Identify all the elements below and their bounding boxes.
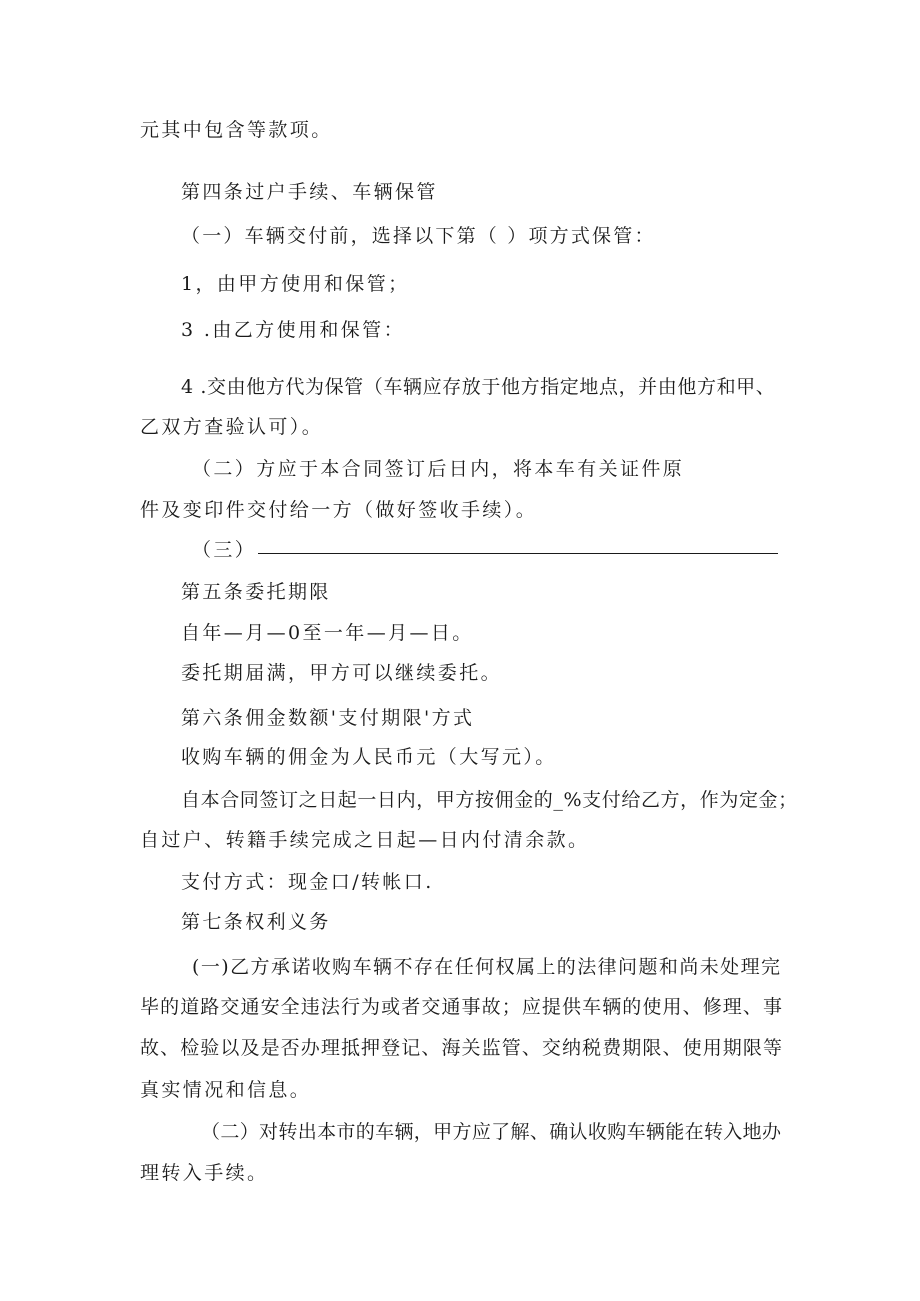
text-line: （二）方应于本合同签订后日内，将本车有关证件原 <box>192 458 685 480</box>
text-line: 乙双方查验认可）。 <box>140 416 324 438</box>
text-line: （二）对转出本市的车辆，甲方应了解、确认收购车辆能在转入地办 <box>201 1121 781 1143</box>
text-line: 自过户、转籍手续完成之日起—日内付清余款。 <box>140 829 590 851</box>
section-heading-article-6: 第六条佣金数额'支付期限'方式 <box>181 707 475 729</box>
text-line: 委托期届满，甲方可以继续委托。 <box>181 662 503 684</box>
text-line: 件及变印件交付给一方（做好签收手续）。 <box>140 499 538 521</box>
section-heading-article-5: 第五条委托期限 <box>181 581 331 603</box>
text-line: 支付方式：现金口/转帐口. <box>181 871 434 893</box>
text-line: 自本合同签订之日起一日内，甲方按佣金的_%支付给乙方，作为定金； <box>181 789 798 811</box>
text-line: 理转入手续。 <box>140 1162 269 1184</box>
text-line: （一）车辆交付前，选择以下第（ ）项方式保管： <box>181 225 656 247</box>
text-line: 元其中包含等款项。 <box>140 119 333 141</box>
text-line: （三） <box>192 539 257 561</box>
text-line: 毕的道路交通安全违法行为或者交通事故；应提供车辆的使用、修理、事 <box>140 996 782 1018</box>
text-line: 故、检验以及是否办理抵押登记、海关监管、交纳税费期限、使用期限等 <box>140 1037 782 1059</box>
section-heading-article-4: 第四条过户手续、车辆保管 <box>181 181 438 203</box>
section-heading-article-7: 第七条权利义务 <box>181 911 331 933</box>
list-item: 3 .由乙方使用和保管： <box>181 319 405 341</box>
text-line: 收购车辆的佣金为人民币元（大写元）。 <box>181 746 557 768</box>
text-line: 自年—月—0至一年—月—日。 <box>181 622 474 644</box>
text-line: (一)乙方承诺收购车辆不存在任何权属上的法律问题和尚未处理完 <box>192 956 780 978</box>
list-item: 4 .交由他方代为保管（车辆应存放于他方指定地点，并由他方和甲、 <box>181 376 776 398</box>
list-item: 1，由甲方使用和保管； <box>181 273 410 295</box>
blank-fill-line <box>258 553 778 554</box>
text-line: 真实情况和信息。 <box>140 1079 312 1101</box>
